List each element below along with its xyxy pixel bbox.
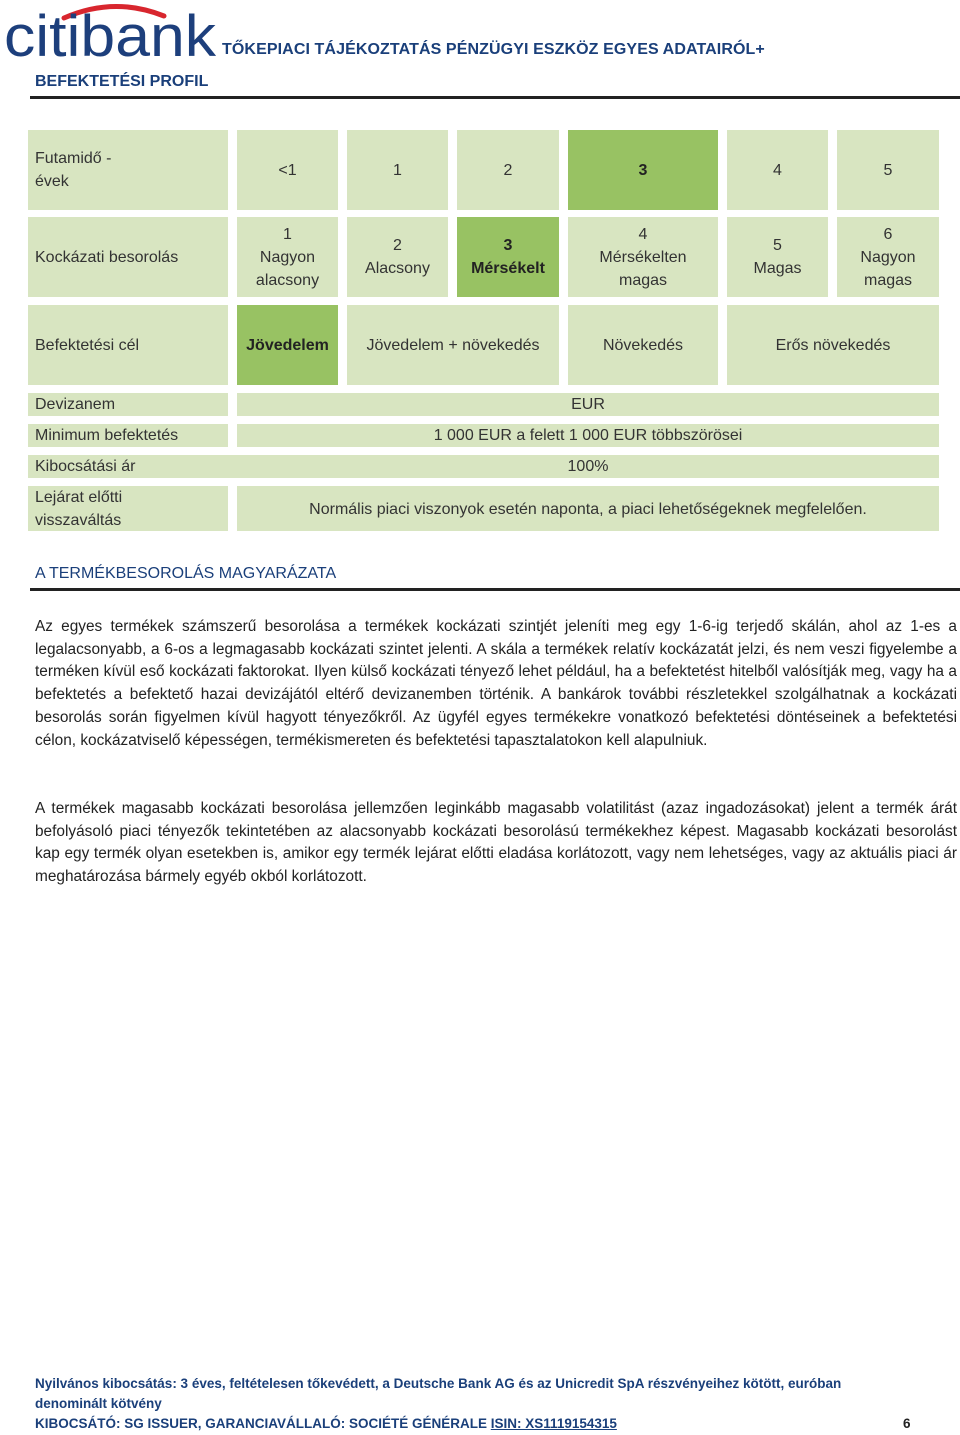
section-divider <box>30 588 960 591</box>
maturity-option-selected: 3 <box>568 130 718 210</box>
maturity-option: 4 <box>727 130 828 210</box>
footer-product-line: Nyilvános kibocsátás: 3 éves, feltételesen tőkevédett, a Deutsche Bank AG és az Unicredit SpA részvényeihez kötött, euróban denominált kötvény <box>35 1376 842 1411</box>
min-investment-value: 1 000 EUR a felett 1 000 EUR többszörösei <box>237 424 939 447</box>
maturity-option: 2 <box>457 130 559 210</box>
section-divider <box>30 96 960 99</box>
explanation-paragraph-2: A termékek magasabb kockázati besorolása jellemzően leginkább magasabb volatilitást (azaz ingadozásokat) jelent a termék árát befolyásoló piaci tényezők tekintetében az alacsonyabb kockázati besorolású termékekhez képest. Magasabb kockázati besorolást kap egy termék olyan esetekben is, amikor egy termék lejárat előtti eladása korlátozott, vagy nem lehetséges, vagy az aktuális piaci ár meghatározása bármely egyéb okból korlátozott. <box>35 800 957 886</box>
maturity-option: <1 <box>237 130 338 210</box>
issue-price-label: Kibocsátási ár <box>35 458 136 475</box>
risk-label: Kockázati besorolás <box>28 217 228 297</box>
goal-option-selected: Jövedelem <box>237 305 338 385</box>
risk-option: 4 Mérsékelten magas <box>568 217 718 297</box>
maturity-option: 5 <box>837 130 939 210</box>
goal-option: Növekedés <box>568 305 718 385</box>
early-redemption-value: Normális piaci viszonyok esetén naponta, a piaci lehetőségeknek megfelelően. <box>237 486 939 531</box>
isin-link[interactable]: ISIN: XS1119154315 <box>490 1416 617 1431</box>
early-redemption-label: Lejárat előtti visszaváltás <box>28 486 228 531</box>
citibank-logo <box>4 2 218 62</box>
risk-option: 6 Nagyon magas <box>837 217 939 297</box>
currency-value: EUR <box>237 393 939 416</box>
explanation-paragraph-1: Az egyes termékek számszerű besorolása a termékek kockázati szintjét jeleníti meg egy 1-6-ig terjedő skálán, ahol az 1-es a legalacsonyabb, a 6-os a legmagasabb kockázati szintet jelenti. A skála a termékek relatív kockázatát jelzi, és nem veszi figyelembe a terméken kívül eső kockázati faktorokat. Ilyen külső kockázati tényező lehet például, ha a befektetést hitelből valósítják meg, vagy ha a befektetés a befektető hazai devizájától eltérő devizanemben történik. A bankárok további részletekkel szolgálhatnak a kockázati besorolás során figyelmen kívül hagyott tényezőkről. Az ügyfél egyes termékekre vonatkozó befektetési döntéseinek a befektetési célon, kockázatviselő képességen, termékismereten és befektetési tapasztalatokon kell alapulniuk. <box>35 618 957 749</box>
footer-issuer-line: KIBOCSÁTÓ: SG ISSUER, GARANCIAVÁLLALÓ: SOCIÉTÉ GÉNÉRALE ISIN: XS1119154315 <box>35 1416 617 1431</box>
risk-option: 1 Nagyon alacsony <box>237 217 338 297</box>
logo-text: citibank <box>4 4 218 62</box>
issue-price-value: 100% <box>567 457 609 475</box>
risk-option: 5 Magas <box>727 217 828 297</box>
goal-option: Jövedelem + növekedés <box>347 305 559 385</box>
section-title-explanation: A TERMÉKBESOROLÁS MAGYARÁZATA <box>35 565 337 582</box>
risk-option-selected: 3 Mérsékelt <box>457 217 559 297</box>
section-title-profile: BEFEKTETÉSI PROFIL <box>35 73 209 90</box>
page-number: 6 <box>903 1416 911 1431</box>
maturity-option: 1 <box>347 130 448 210</box>
min-investment-label: Minimum befektetés <box>28 424 228 447</box>
document-title: TŐKEPIACI TÁJÉKOZTATÁS PÉNZÜGYI ESZKÖZ EGYES ADATAIRÓL+ <box>222 41 765 58</box>
goal-label: Befektetési cél <box>28 305 228 385</box>
currency-label: Devizanem <box>28 393 228 416</box>
maturity-label: Futamidő - évek <box>28 130 228 210</box>
risk-option: 2 Alacsony <box>347 217 448 297</box>
goal-option: Erős növekedés <box>727 305 939 385</box>
